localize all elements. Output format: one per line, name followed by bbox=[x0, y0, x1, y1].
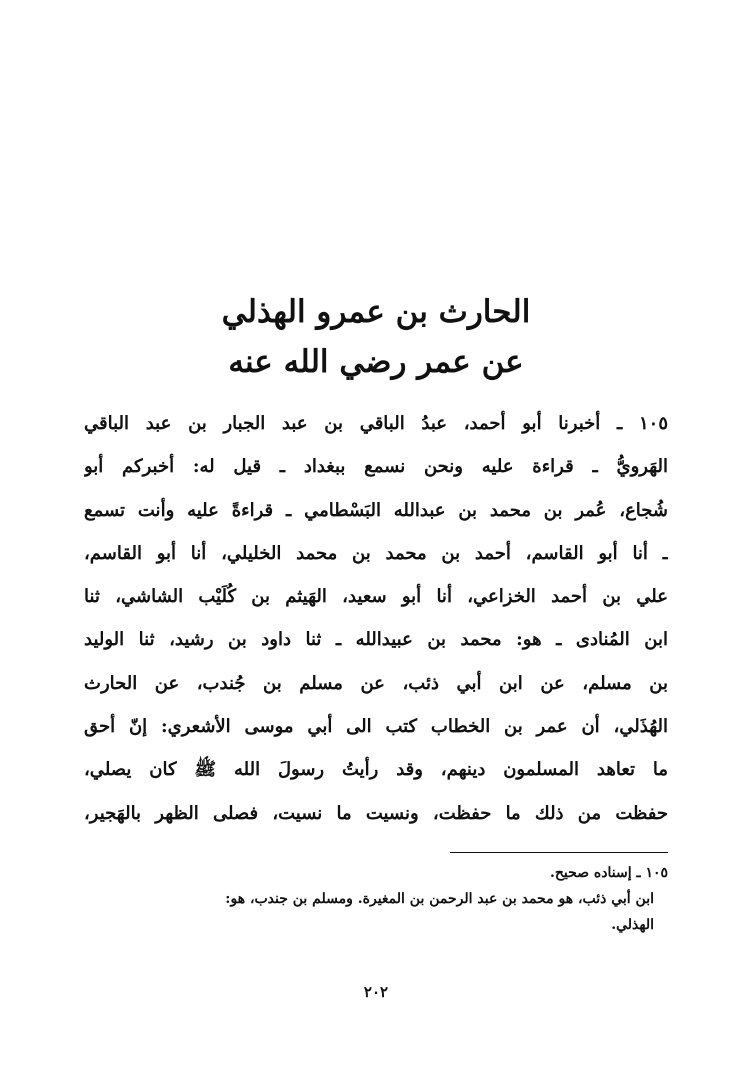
text-line: علي بن أحمد الخزاعي، أنا أبو سعيد، الهَيثم بن كُلَيْب الشاشي، ثنا bbox=[84, 586, 668, 608]
footnote-separator bbox=[450, 852, 668, 853]
text-line: الهَرويُّ ـ قراءة عليه ونحن نسمع ببغداد ـ قيل له: أخبركم أبو bbox=[84, 456, 668, 478]
chapter-subtitle: عن عمر رضي الله عنه bbox=[228, 344, 524, 380]
footnote-line: ابن أبي ذئب، هو محمد بن عبد الرحمن بن المغيرة. ومسلم بن جندب، هو: bbox=[225, 891, 654, 907]
chapter-title: الحارث بن عمرو الهذلي bbox=[221, 294, 531, 330]
text-line: شُجاع، عُمر بن محمد بن عبدالله البَسْطامي ـ قراءةً عليه وأنت تسمع bbox=[84, 499, 668, 521]
footnote-line: الهذلي. bbox=[611, 917, 654, 933]
text-line: ابن المُنادى ـ هو: محمد بن عبيدالله ـ ثنا داود بن رشيد، ثنا الوليد bbox=[84, 629, 668, 651]
text-line: ١٠٥ ـ أخبرنا أبو أحمد، عبدُ الباقي بن عبد الجبار بن عبد الباقي bbox=[84, 413, 668, 434]
text-line: ـ أنا أبو القاسم، أحمد بن محمد بن محمد الخليلي، أنا أبو القاسم، bbox=[84, 542, 668, 564]
text-line: الهُذَلي، أن عمر بن الخطاب كتب الى أبي موسى الأشعري: إنّ أحق bbox=[84, 716, 668, 738]
text-line: حفظت من ذلك ما حفظت، ونسيت ما نسيت، فصلى الظهر بالهَجير، bbox=[84, 802, 668, 824]
text-line: ما تعاهد المسلمون دينهم، وقد رأيتُ رسولَ الله ﷺ كان يصلي، bbox=[84, 759, 668, 781]
text-line: بن مسلم، عن ابن أبي ذئب، عن مسلم بن جُندب، عن الحارث bbox=[84, 672, 668, 694]
hadith-text bbox=[84, 402, 668, 835]
footnote-line: ١٠٥ ـ إسناده صحيح. bbox=[549, 865, 668, 881]
page-number: ٢٠٢ bbox=[363, 983, 389, 1001]
footnotes bbox=[84, 860, 668, 938]
